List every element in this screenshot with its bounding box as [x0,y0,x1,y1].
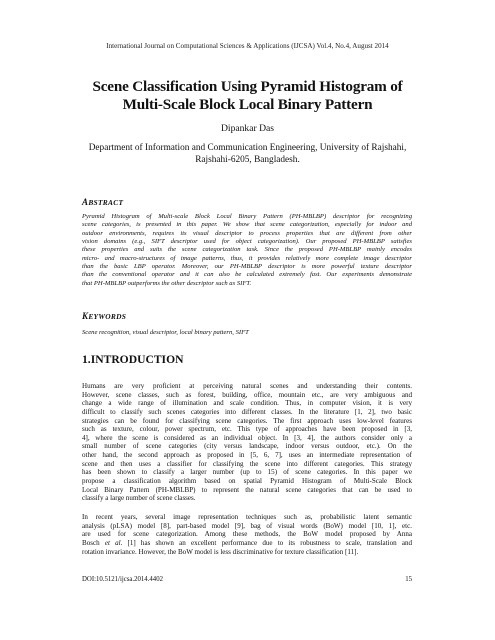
footer-doi: DOI:10.5121/ijcsa.2014.4402 [82,576,163,583]
et-al-italic: et al [104,538,121,547]
body-line: are used for scene categorization. Among these methods, the BoW model proposed by Anna [82,530,412,539]
body-line: strategies can be found for classifying scene categories. The first approach uses low-level features [82,416,412,425]
body-line: other hand, the second approach as proposed in [5, 6, 7], uses an intermediate representation of [82,451,412,459]
body-line: difficult to classify such scenes categories into different classes. In the literature [1, 2], two basic [82,407,412,416]
intro-paragraph-1 [82,382,412,503]
body-line: propose a classification algorithm based on spatial Pyramid Histogram of Multi-Scale Block [82,476,412,485]
author-name: Dipankar Das [220,123,274,134]
keywords-heading-rest: EYWORDS [88,312,127,321]
body-line: In recent years, several image representation techniques such as, probabilistic latent semantic [82,513,412,521]
affiliation-line-2: Rajshahi-6205, Bangladesh. [195,155,300,165]
body-line: small number of scene categories (city versus landscape, indoor versus outdoor, etc.). On the [82,442,412,451]
keywords-heading-cap: K [82,311,89,321]
body-line: scene and then uses a classifier for classifying the scene into different categories. This strategy [82,459,412,468]
abstract-line: that PH-MBLBP outperforms the other descriptor such as SIFT. [82,279,252,287]
abstract-line: scene categories, is presented in this paper. We show that scene categorization, especially for indoor and [82,221,412,229]
body-line: 4], where the scene is considered as an individual object. In [3, 4], the authors consider only a [82,433,412,442]
body-line: change a wide range of illumination and scale condition. Thus, in computer vision, it is very [82,399,412,408]
abstract-text [82,213,412,288]
abstract-heading-cap: A [82,197,89,207]
title-line-1: Scene Classification Using Pyramid Histogram of [92,78,403,95]
abstract-line: Pyramid Histogram of Multi-scale Block Local Binary Pattern (PH-MBLBP) descriptor for recognizing [82,213,412,220]
author-affiliation [60,142,435,166]
intro-paragraph-2 [82,513,412,556]
introduction-heading: 1.INTRODUCTION [82,353,184,366]
journal-header: International Journal on Computational Sciences & Applications (IJCSA) Vol.4, No.4, August 2014 [106,42,389,50]
footer-page-number: 15 [405,576,412,583]
body-line: has been shown to classify a larger number (up to 15) of scene categories. In this paper we [82,468,412,477]
abstract-line: than the conventional operator and it can also be calculated extremely fast. Our experiments demonstrate [82,271,412,279]
abstract-line: vision domains (e.g., SIFT descriptor used for object categorization). Our proposed PH-MBLBP satisfies [82,238,412,246]
keywords-text: Scene recognition, visual descriptor, local binary pattern, SIFT [82,329,249,336]
body-text-run: Bosch [82,538,105,547]
body-line [82,539,412,548]
paper-title [60,78,435,114]
body-line: However, scene classes, such as forest, building, office, mountain etc., are very ambiguous and [82,390,412,399]
abstract-line: than the basic LBP operator. Moreover, our PH-MBLBP descriptor is more powerful texture descriptor [82,263,412,271]
keywords-heading [82,311,126,321]
abstract-heading [82,197,123,207]
affiliation-line-1: Department of Information and Communication Engineering, University of Rajshahi, [88,143,407,153]
body-line: analysis (pLSA) model [8], part-based model [9], bag of visual words (BoW) model [10, 1], etc. [82,521,412,530]
abstract-line: micro- and macro-structures of image patterns, thus, it provides relatively more complete image descriptor [82,254,412,262]
title-line-2: Multi-Scale Block Local Binary Pattern [122,96,373,113]
abstract-line: outdoor environments, requires its visual descriptor to process properties that are different from other [82,229,412,237]
body-text-run: . [1] has shown an excellent performance due to its robustness to scale, translation and [120,538,412,547]
body-line: classify a large number of scene classes. [82,494,196,503]
body-line: Humans are very proficient at perceiving natural scenes and understanding their contents. [82,382,412,390]
abstract-line: these properties and suits the scene categorization task. Since the proposed PH-MBLBP mainly encodes [82,246,412,254]
body-line: rotation invariance. However, the BoW model is less discriminative for texture classification [11]. [82,547,359,556]
body-line: such as texture, colour, power spectrum, etc. This type of approaches have been proposed in [3, [82,425,412,434]
abstract-heading-rest: BSTRACT [88,198,124,207]
body-line: Local Binary Pattern (PH-MBLBP) to represent the natural scene categories that can be used to [82,485,412,494]
